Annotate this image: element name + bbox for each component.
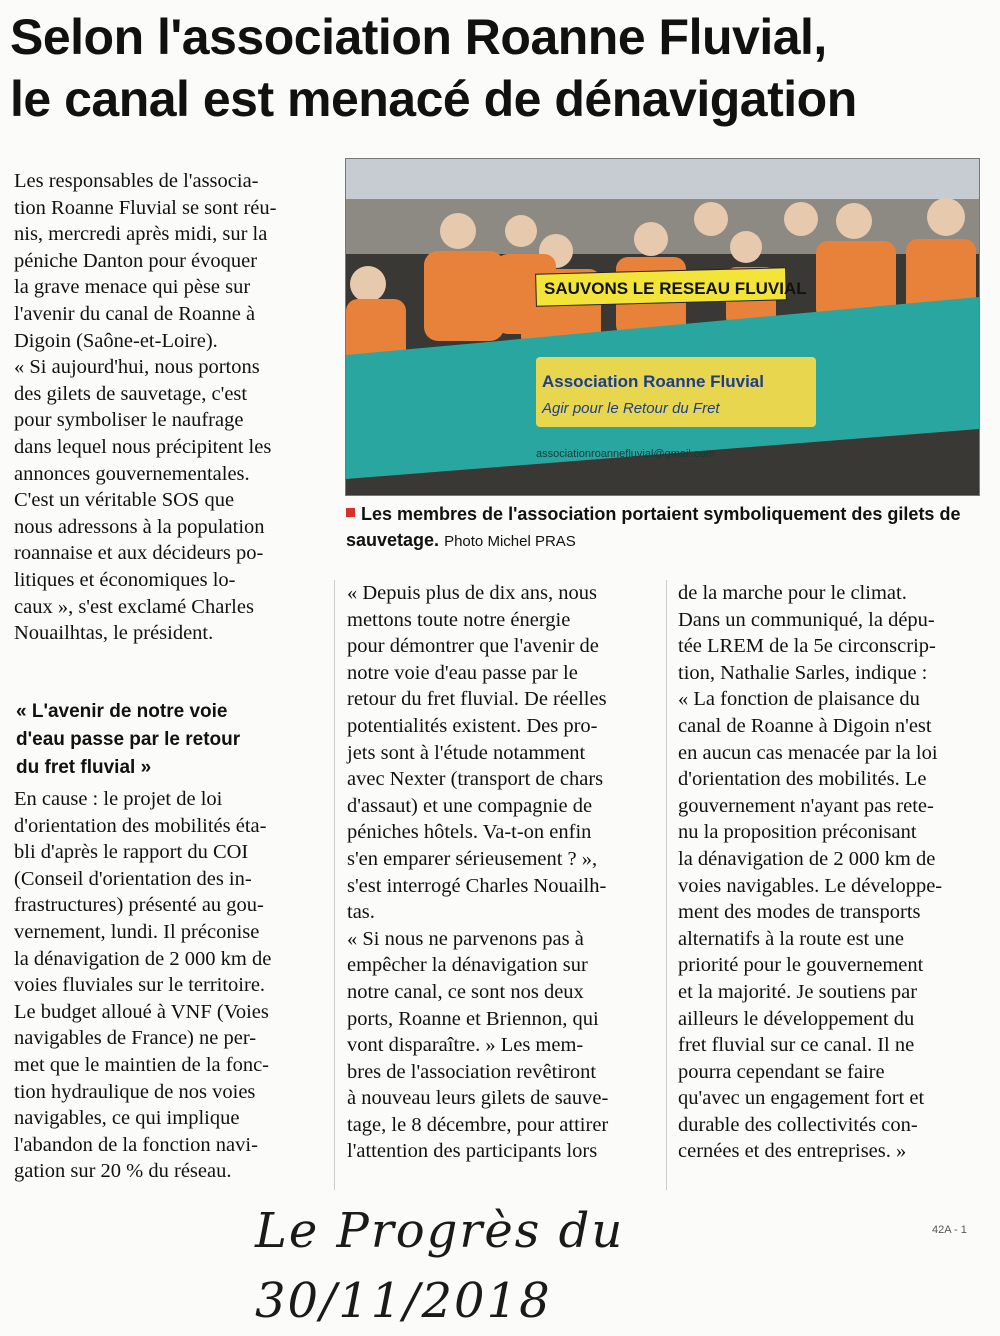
text-line: notre voie d'eau passe par le xyxy=(347,661,578,684)
text-line: vont disparaître. » Les mem- xyxy=(347,1034,584,1057)
text-line: s'est interrogé Charles Nouailh- xyxy=(347,874,607,897)
text-line: notre canal, ce sont nos deux xyxy=(347,980,584,1003)
handwritten-source-note: Le Progrès du 30/11/2018 xyxy=(255,1203,625,1329)
text-line: en aucun cas menacée par la loi xyxy=(678,741,938,764)
photo-banner-association: Association Roanne Fluvial xyxy=(542,372,764,391)
text-line: péniche Danton pour évoquer xyxy=(14,249,258,272)
text-line: tion Roanne Fluvial se sont réu- xyxy=(14,196,277,219)
text-line: Les responsables de l'associa- xyxy=(14,170,259,192)
text-line: voies fluviales sur le territoire. xyxy=(14,974,266,997)
text-line: ports, Roanne et Briennon, qui xyxy=(347,1007,599,1030)
article-subheading xyxy=(16,698,316,782)
text-line: caux », s'est exclamé Charles xyxy=(14,595,254,618)
photo-banner-motto: Agir pour le Retour du Fret xyxy=(542,400,720,417)
article-column-2 xyxy=(347,580,652,1165)
text-line: « Depuis plus de dix ans, nous xyxy=(347,582,597,604)
article-column-1-body xyxy=(14,786,322,1185)
text-line: alternatifs à la route est une xyxy=(678,927,904,950)
text-line: et la majorité. Je soutiens par xyxy=(678,980,918,1003)
text-line: « La fonction de plaisance du xyxy=(678,688,920,711)
text-line: potentialités existent. Des pro- xyxy=(347,714,598,737)
text-line: C'est un véritable SOS que xyxy=(14,489,235,512)
text-line: Dans un communiqué, la dépu- xyxy=(678,608,935,631)
text-line: bres de l'association revêtiront xyxy=(347,1060,597,1083)
text-line: d'orientation des mobilités éta- xyxy=(14,814,267,837)
text-line: nu la proposition préconisant xyxy=(678,821,917,844)
text-line: l'abandon de la fonction navi- xyxy=(14,1133,258,1156)
text-line: (Conseil d'orientation des in- xyxy=(14,867,252,890)
text-line: nous adressons à la population xyxy=(14,515,265,538)
photo-credit: Photo Michel PRAS xyxy=(444,533,576,550)
text-line: fret fluvial sur ce canal. Il ne xyxy=(678,1034,915,1057)
text-line: la grave menace qui pèse sur xyxy=(14,276,251,299)
article-column-1-intro xyxy=(14,168,322,647)
page-reference: 42A - 1 xyxy=(932,1224,967,1236)
text-line: tée LREM de la 5e circonscrip- xyxy=(678,635,936,658)
text-line: tion, Nathalie Sarles, indique : xyxy=(678,661,928,684)
article-column-3 xyxy=(678,580,983,1165)
text-line: bli d'après le rapport du COI xyxy=(14,841,249,864)
text-line: met que le maintien de la fonc- xyxy=(14,1053,270,1076)
text-line: avec Nexter (transport de chars xyxy=(347,768,604,791)
text-line: l'avenir du canal de Roanne à xyxy=(14,302,256,325)
text-line: pour symboliser le naufrage xyxy=(14,409,244,432)
subheading-line: « L'avenir de notre voie xyxy=(16,701,228,722)
text-line: Le budget alloué à VNF (Voies xyxy=(14,1000,269,1023)
text-line: roannaise et aux décideurs po- xyxy=(14,542,264,565)
text-line: pourra cependant se faire xyxy=(678,1060,885,1083)
text-line: durable des collectivités con- xyxy=(678,1113,918,1136)
text-line: qu'avec un engagement fort et xyxy=(678,1087,925,1110)
subheading-line: du fret fluvial » xyxy=(16,757,152,778)
photo-caption xyxy=(346,501,986,555)
headline-line-2: le canal est menacé de dénavigation xyxy=(10,71,857,127)
text-line: vernement, lundi. Il préconise xyxy=(14,920,260,943)
text-line: d'assaut) et une compagnie de xyxy=(347,794,593,817)
column-divider xyxy=(334,580,335,1190)
text-line: Nouailhtas, le président. xyxy=(14,622,214,645)
text-line: voies navigables. Le développe- xyxy=(678,874,943,897)
text-line: gation sur 20 % du réseau. xyxy=(14,1160,232,1183)
text-line: En cause : le projet de loi xyxy=(14,788,223,810)
article-photo xyxy=(345,158,980,496)
headline-line-1: Selon l'association Roanne Fluvial, xyxy=(10,9,827,65)
photo-banner-email: associationroannefluvial@gmail.com xyxy=(536,448,715,460)
text-line: s'en emparer sérieusement ? », xyxy=(347,847,598,870)
text-line: annonces gouvernementales. xyxy=(14,462,250,485)
text-line: tion hydraulique de nos voies xyxy=(14,1080,256,1103)
column-divider xyxy=(666,580,667,1190)
text-line: ailleurs le développement du xyxy=(678,1007,915,1030)
subheading-line: d'eau passe par le retour xyxy=(16,729,241,750)
text-line: ment des modes de transports xyxy=(678,901,921,924)
text-line: navigables, ce qui implique xyxy=(14,1107,240,1130)
text-line: « Si aujourd'hui, nous portons xyxy=(14,356,260,379)
text-line: mettons toute notre énergie xyxy=(347,608,571,631)
text-line: gouvernement n'ayant pas rete- xyxy=(678,794,934,817)
text-line: frastructures) présenté au gou- xyxy=(14,894,264,917)
text-line: pour démontrer que l'avenir de xyxy=(347,635,599,658)
caption-marker-icon xyxy=(346,508,355,517)
text-line: des gilets de sauvetage, c'est xyxy=(14,382,248,405)
text-line: à nouveau leurs gilets de sauve- xyxy=(347,1087,609,1110)
text-line: la dénavigation de 2 000 km de xyxy=(14,947,272,970)
text-line: tas. xyxy=(347,901,375,924)
text-line: canal de Roanne à Digoin n'est xyxy=(678,714,932,737)
text-line: navigables de France) ne per- xyxy=(14,1027,257,1050)
text-line: jets sont à l'étude notamment xyxy=(347,741,586,764)
text-line: tage, le 8 décembre, pour attirer xyxy=(347,1113,609,1136)
text-line: de la marche pour le climat. xyxy=(678,582,907,604)
headline xyxy=(10,6,990,130)
photo-banner-slogan: SAUVONS LE RESEAU FLUVIAL xyxy=(544,279,807,298)
text-line: litiques et économiques lo- xyxy=(14,568,236,591)
text-line: priorité pour le gouvernement xyxy=(678,954,924,977)
text-line: l'attention des participants lors xyxy=(347,1140,598,1163)
text-line: cernées et des entreprises. » xyxy=(678,1140,907,1163)
text-line: empêcher la dénavigation sur xyxy=(347,954,588,977)
caption-text: Les membres de l'association portaient symboliquement des gilets de sauvetage. xyxy=(346,504,961,550)
photo-illustration xyxy=(346,159,979,495)
text-line: « Si nous ne parvenons pas à xyxy=(347,927,584,950)
text-line: dans lequel nous précipitent les xyxy=(14,435,272,458)
text-line: péniches hôtels. Va-t-on enfin xyxy=(347,821,592,844)
text-line: nis, mercredi après midi, sur la xyxy=(14,223,268,246)
text-line: d'orientation des mobilités. Le xyxy=(678,768,927,791)
text-line: la dénavigation de 2 000 km de xyxy=(678,847,936,870)
text-line: retour du fret fluvial. De réelles xyxy=(347,688,607,711)
text-line: Digoin (Saône-et-Loire). xyxy=(14,329,218,352)
